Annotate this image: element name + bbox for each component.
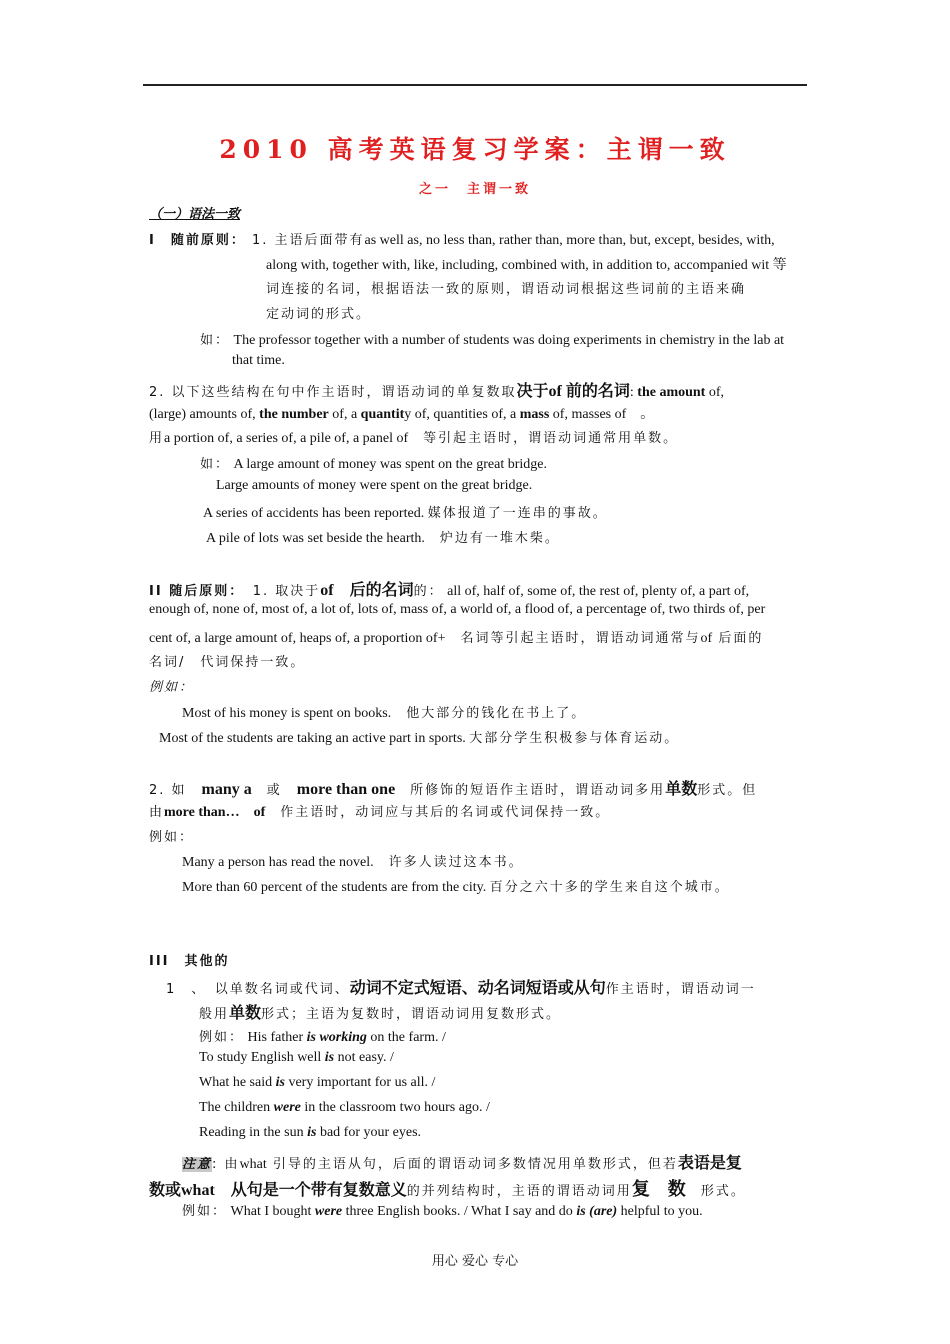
rule1-line1: I 随前原则： 1. 主语后面带有as well as, no less than, rather than, more than, but, except, besides, with,: [149, 233, 775, 248]
rule5-example2: To study English well is not easy. /: [199, 1050, 394, 1065]
rule1-heading: I 随前原则：: [149, 233, 246, 248]
rule3-line1: II 随后原则： 1. 取决于of 后的名词的： all of, half of, some of, the rest of, plenty of, a part of,: [149, 582, 750, 599]
rule2-example2: Large amounts of money were spent on the great bridge.: [216, 478, 533, 493]
rule4-example2: More than 60 percent of the students are from the city. 百分之六十多的学生来自这个城市。: [182, 880, 730, 895]
rule4-example-label: 例如：: [149, 830, 195, 845]
rule5-example6: 例如： What I bought were three English books. / What I say and do is (are) helpful to you.: [182, 1204, 703, 1219]
rule2-example1: 如： A large amount of money was spent on the great bridge.: [200, 457, 548, 472]
rule3-line2: enough of, none of, most of, a lot of, lots of, mass of, a world of, a flood of, a percentage of, two thirds of, per: [149, 602, 766, 617]
rule1-example-line1: 如： The professor together with a number of students was doing experiments in chemistry in the lab at: [200, 333, 785, 348]
rule5-example4: The children were in the classroom two hours ago. /: [199, 1100, 490, 1115]
rule5-line1: 1 、 以单数名词或代词、动词不定式短语、动名词短语或从句作主语时，谓语动词一: [166, 980, 756, 997]
rule2-line2: (large) amounts of, the number of, a quantity of, quantities of, a mass of, masses of 。: [149, 407, 655, 422]
rule2-example4: A pile of lots was set beside the hearth. 炉边有一堆木柴。: [206, 531, 560, 546]
header-rule: [143, 84, 807, 86]
rule3-line3: cent of, a large amount of, heaps of, a proportion of+ 名词等引起主语时，谓语动词通常与of 后面的: [149, 631, 764, 646]
rule2-line1: 2. 以下这些结构在句中作主语时，谓语动词的单复数取决于of 前的名词: the amount of,: [149, 383, 725, 400]
rule2-line3: 用a portion of, a series of, a pile of, a panel of 等引起主语时，谓语动词通常用单数。: [149, 431, 679, 446]
rule3-example2: Most of the students are taking an active part in sports. 大部分学生积极参与体育运动。: [159, 731, 680, 746]
page-footer: 用心 爱心 专心: [431, 1254, 519, 1269]
rule1-line2: along with, together with, like, including, combined with, in addition to, accompanied wit 等: [266, 258, 787, 273]
rule5-example5: Reading in the sun is bad for your eyes.: [199, 1125, 422, 1140]
rule3-heading: II 随后原则：: [149, 584, 238, 599]
rule4-example1: Many a person has read the novel. 许多人读过这本书。: [182, 855, 524, 870]
rule1-line4: 定动词的形式。: [266, 307, 372, 322]
rule5-note-line1: 注意: 由what 引导的主语从句，后面的谓语动词多数情况用单数形式，但若表语是复: [182, 1155, 742, 1172]
rule3-example1: Most of his money is spent on books. 他大部分的钱化在书上了。: [182, 706, 587, 721]
rule3-example-label: 例如：: [149, 680, 195, 695]
note-label: 注意: [182, 1157, 213, 1172]
rule5-example3: What he said is very important for us all. /: [199, 1075, 436, 1090]
rule1-example-line2: that time.: [232, 353, 285, 368]
page-title: 2010 高考英语复习学案：主谓一致: [219, 135, 731, 164]
page-subtitle: 之一 主谓一致: [418, 182, 531, 197]
rule5-example1: 例如： His father is working on the farm. /: [199, 1030, 446, 1045]
rule4-line1: 2. 如 many a 或 more than one 所修饰的短语作主语时，谓语动词多用单数形式。但: [149, 781, 758, 798]
section-heading: （一）语法一致: [149, 207, 241, 222]
rule5-line2: 般用单数形式；主语为复数时，谓语动词用复数形式。: [199, 1005, 562, 1022]
rule2-example3: A series of accidents has been reported. 媒体报道了一连串的事故。: [203, 506, 608, 521]
rule5-heading: III 其他的: [149, 954, 230, 969]
rule1-line3: 词连接的名词，根据语法一致的原则，谓语动词根据这些词前的主语来确: [266, 282, 747, 297]
rule4-line2: 由more than… of 作主语时，动词应与其后的名词或代词保持一致。: [149, 805, 611, 820]
rule5-note-line2: 数或what 从句是一个带有复数意义的并列结构时，主语的谓语动词用复 数 形式。: [149, 1179, 746, 1199]
rule3-line4: 名词/ 代词保持一致。: [149, 655, 306, 670]
